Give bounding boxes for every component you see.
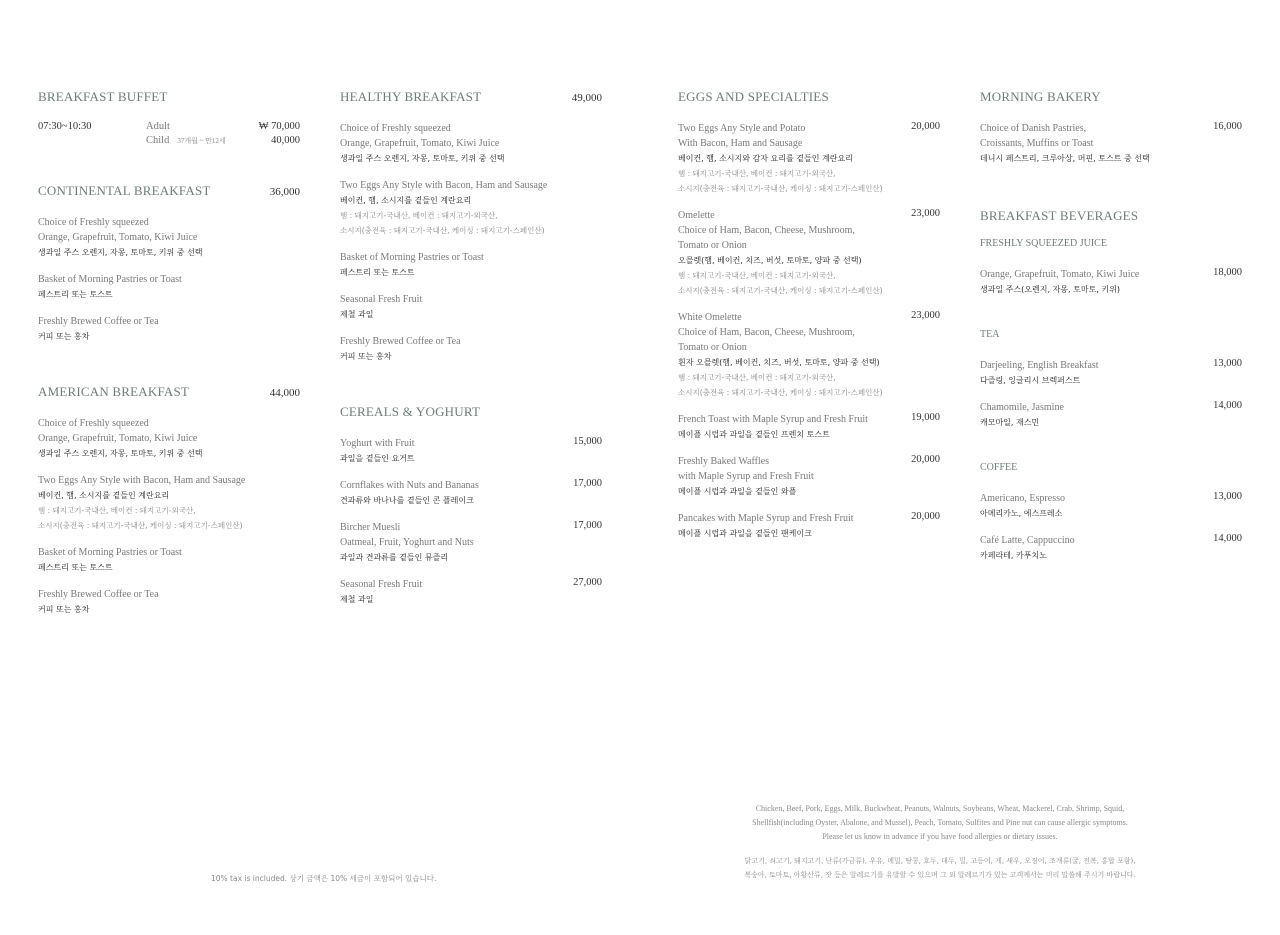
- adult-row: Adult ₩ 70,000: [146, 121, 300, 132]
- breakfast-buffet-section: [38, 89, 300, 153]
- menu-item: Basket of Morning Pastries or Toast 페스트리 또는 토스트: [340, 252, 484, 277]
- item-price: 17,000: [573, 478, 602, 489]
- menu-column-1: [38, 89, 300, 629]
- juice-subtitle: FRESHLY SQUEEZED JUICE: [980, 238, 1107, 249]
- item-price: 14,000: [1213, 533, 1242, 544]
- section-price: 44,000: [269, 387, 300, 399]
- item-price: 23,000: [911, 208, 940, 219]
- item-price: 20,000: [911, 511, 940, 522]
- child-row: Child 37개월 ~ 만12세 40,000: [146, 135, 300, 146]
- item-price: 13,000: [1213, 358, 1242, 369]
- section-title: MORNING BAKERY: [980, 89, 1101, 104]
- menu-column-3: [678, 89, 940, 553]
- section-title: BREAKFAST BUFFET: [38, 89, 168, 104]
- menu-item: 14,000 Café Latte, Cappuccino 카페라테, 카푸치노: [980, 533, 1242, 560]
- continental-breakfast-section: [38, 183, 300, 344]
- menu-item: Choice of Freshly squeezed Orange, Grapefruit, Tomato, Kiwi Juice 생과일 주스 오렌지, 자몽, 토마토, 키위 중 선택: [340, 123, 505, 163]
- menu-item: Freshly Brewed Coffee or Tea 커피 또는 홍차: [38, 316, 159, 341]
- allergy-notice: Chicken, Beef, Pork, Eggs, Milk, Buckwheat, Peanuts, Walnuts, Soybeans, Wheat, Mackerel, Crab, Shrimp, Squid, Shellfish(including Oyster, Abalone, and Mussel), Peach, Tomato, Sulfites and Pine nut can cause allergic symptoms. Please let us know in advance if you have food allergies or dietary issues. 닭고기, 쇠고기, 돼지고기, 난류(가금류), 우유, 메밀, 땅콩, 호두, 대두, 밀, 고등어, 게, 새우, 오징어, 조개류(굴, 전복, 홍합 포함), 복숭아, 토마토, 아황산류, 잣 등은 알레르기를 유발할 수 있으며 그 외 알레르기가 있는 고객께서는 미리 말씀해 주시기 바랍니다.: [744, 804, 1136, 879]
- tea-subtitle: TEA: [980, 329, 1000, 340]
- menu-item: 20,000 Freshly Baked Waffles with Maple Syrup and Fresh Fruit 메이플 시럽과 과일을 곁들인 와플: [678, 454, 940, 496]
- item-price: 16,000: [1213, 121, 1242, 132]
- section-price: 49,000: [571, 92, 602, 104]
- item-price: 20,000: [911, 454, 940, 465]
- cereals-yoghurt-section: [340, 404, 602, 607]
- menu-item: 15,000 Yoghurt with Fruit 과일을 곁들인 요거트: [340, 436, 602, 463]
- menu-item: 20,000 Two Eggs Any Style and Potato With Bacon, Ham and Sausage 베이컨, 햄, 소시지와 감자 요리를 곁들인 계란요리 햄 : 돼지고기-국내산, 베이컨 : 돼지고기-외국산, 소시지(충전육 : 돼지고기-국내산, 케이싱 : 돼지고기-스페인산): [678, 121, 940, 193]
- section-title: AMERICAN BREAKFAST 44,000: [38, 384, 300, 399]
- section-title: CEREALS & YOGHURT: [340, 404, 481, 419]
- item-price: 13,000: [1213, 491, 1242, 502]
- menu-item: 18,000 Orange, Grapefruit, Tomato, Kiwi Juice 생과일 주스(오렌지, 자몽, 토마토, 키위): [980, 267, 1242, 294]
- menu-item: 17,000 Cornflakes with Nuts and Bananas 견과류와 바나나를 곁들인 콘 플레이크: [340, 478, 602, 505]
- item-price: 18,000: [1213, 267, 1242, 278]
- menu-item: 14,000 Chamomile, Jasmine 캐모마일, 재스민: [980, 400, 1242, 427]
- section-title: BREAKFAST BEVERAGES: [980, 208, 1139, 223]
- menu-column-4: [980, 89, 1242, 575]
- menu-item: Two Eggs Any Style with Bacon, Ham and Sausage 베이컨, 햄, 소시지를 곁들인 계란요리 햄 : 돼지고기-국내산, 베이컨 : 돼지고기-외국산, 소시지(충전육 : 돼지고기-국내산, 케이싱 : 돼지고기-스페인산): [340, 180, 548, 235]
- menu-item: Basket of Morning Pastries or Toast 페스트리 또는 토스트: [38, 547, 182, 572]
- breakfast-beverages-section: [980, 208, 1242, 563]
- american-breakfast-section: [38, 384, 300, 617]
- menu-item: 27,000 Seasonal Fresh Fruit 제철 과일: [340, 577, 602, 604]
- menu-item: Freshly Brewed Coffee or Tea 커피 또는 홍차: [38, 589, 159, 614]
- menu-item: Choice of Freshly squeezed Orange, Grapefruit, Tomato, Kiwi Juice 생과일 주스 오렌지, 자몽, 토마토, 키위 중 선택: [38, 217, 203, 257]
- healthy-breakfast-section: [340, 89, 602, 364]
- eggs-specialties-section: [678, 89, 940, 541]
- menu-item: 23,000 White Omelette Choice of Ham, Bacon, Cheese, Mushroom, Tomato or Onion 흰자 오믈렛(햄, 베이컨, 치즈, 버섯, 토마토, 양파 중 선택) 햄 : 돼지고기-국내산, 베이컨 : 돼지고기-외국산, 소시지(충전육 : 돼지고기-국내산, 케이싱 : 돼지고기-스페인산): [678, 310, 940, 397]
- menu-item: Freshly Brewed Coffee or Tea 커피 또는 홍차: [340, 336, 461, 361]
- item-price: 23,000: [911, 310, 940, 321]
- menu-item: Choice of Freshly squeezed Orange, Grapefruit, Tomato, Kiwi Juice 생과일 주스 오렌지, 자몽, 토마토, 키위 중 선택: [38, 418, 203, 458]
- menu-item: 13,000 Americano, Espresso 아메리카노, 에스프레소: [980, 491, 1242, 518]
- tax-notice: 10% tax is included. 상기 금액은 10% 세금이 포함되어 있습니다.: [211, 874, 437, 883]
- buffet-prices: [38, 121, 300, 153]
- menu-item: 20,000 Pancakes with Maple Syrup and Fresh Fruit 메이플 시럽과 과일을 곁들인 팬케이크: [678, 511, 940, 538]
- section-title: EGGS AND SPECIALTIES: [678, 89, 829, 104]
- section-price: 36,000: [269, 186, 300, 198]
- menu-item: 23,000 Omelette Choice of Ham, Bacon, Cheese, Mushroom, Tomato or Onion 오믈렛(햄, 베이컨, 치즈, 버섯, 토마토, 양파 중 선택) 햄 : 돼지고기-국내산, 베이컨 : 돼지고기-외국산, 소시지(충전육 : 돼지고기-국내산, 케이싱 : 돼지고기-스페인산): [678, 208, 940, 295]
- item-price: 14,000: [1213, 400, 1242, 411]
- morning-bakery-section: [980, 89, 1242, 166]
- item-price: 15,000: [573, 436, 602, 447]
- child-price: 40,000: [271, 135, 300, 146]
- section-title: HEALTHY BREAKFAST 49,000: [340, 89, 602, 104]
- coffee-subtitle: COFFEE: [980, 462, 1018, 473]
- menu-item: 13,000 Darjeeling, English Breakfast 다즐링, 잉글리시 브렉퍼스트: [980, 358, 1242, 385]
- item-price: 27,000: [573, 577, 602, 588]
- adult-price: ₩ 70,000: [258, 121, 300, 132]
- menu-item: 19,000 French Toast with Maple Syrup and Fresh Fruit 메이플 시럽과 과일을 곁들인 프렌치 토스트: [678, 412, 940, 439]
- item-price: 19,000: [911, 412, 940, 423]
- menu-item: Basket of Morning Pastries or Toast 페스트리 또는 토스트: [38, 274, 182, 299]
- section-title: CONTINENTAL BREAKFAST 36,000: [38, 183, 300, 198]
- menu-item: 16,000 Choice of Danish Pastries, Croissants, Muffins or Toast 데니시 페스트리, 크루아상, 머핀, 토스트 중 선택: [980, 121, 1242, 163]
- item-price: 20,000: [911, 121, 940, 132]
- child-age: 37개월 ~ 만12세: [177, 137, 226, 145]
- buffet-time: 07:30~10:30: [38, 121, 92, 132]
- item-price: 17,000: [573, 520, 602, 531]
- menu-item: Two Eggs Any Style with Bacon, Ham and Sausage 베이컨, 햄, 소시지를 곁들인 계란요리 햄 : 돼지고기-국내산, 베이컨 : 돼지고기-외국산, 소시지(충전육 : 돼지고기-국내산, 케이싱 : 돼지고기-스페인산): [38, 475, 246, 530]
- menu-item: 17,000 Bircher Muesli Oatmeal, Fruit, Yoghurt and Nuts 과일과 견과류를 곁들인 뮤즐리: [340, 520, 602, 562]
- menu-item: Seasonal Fresh Fruit 제철 과일: [340, 294, 423, 319]
- menu-column-2: [340, 89, 602, 619]
